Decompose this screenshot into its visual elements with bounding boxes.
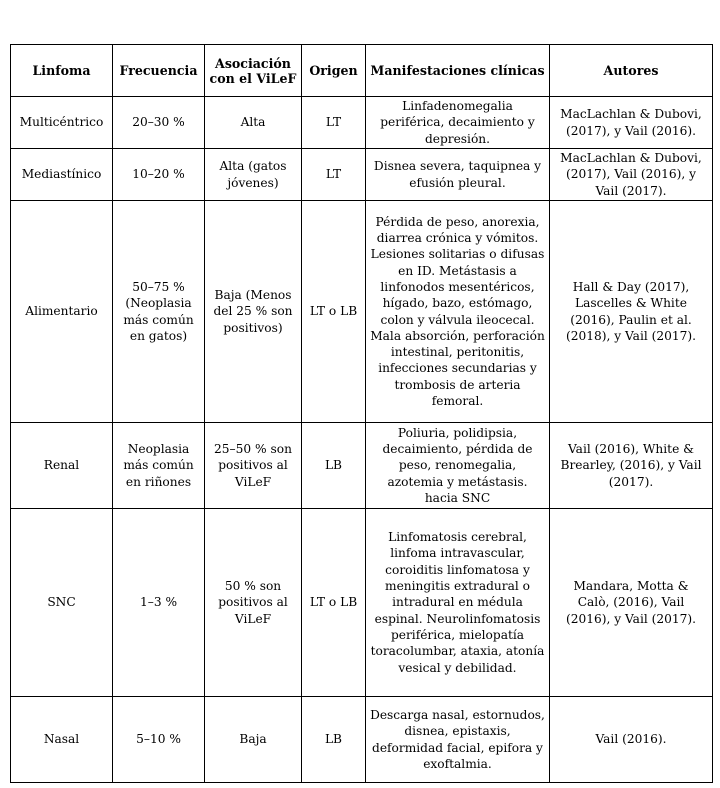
cell-frecuencia: Neoplasia más común en riñones [113,423,205,509]
cell-origen: LT [302,97,366,149]
cell-origen: LT o LB [302,201,366,423]
cell-autores: Mandara, Motta & Calò, (2016), Vail (2016), y Vail (2017). [550,509,713,697]
cell-frecuencia: 20–30 % [113,97,205,149]
table-row [11,697,713,783]
table-row [11,149,713,201]
cell-manifestaciones: Descarga nasal, estornudos, disnea, epistaxis, deformidad facial, epifora y exoftalmia. [366,697,550,783]
cell-manifestaciones: Linfomatosis cerebral, linfoma intravascular, coroiditis linfomatosa y meningitis extradural o intradural en médula espinal. Neurolinfomatosis periférica, mielopatía toracolumbar, ataxia, atonía vesical y debilidad. [366,509,550,697]
header-asociacion: Asociación con el ViLeF [205,45,302,97]
cell-asociacion: 25–50 % son positivos al ViLeF [205,423,302,509]
cell-autores: Vail (2016), White & Brearley, (2016), y Vail (2017). [550,423,713,509]
cell-frecuencia: 50–75 % (Neoplasia más común en gatos) [113,201,205,423]
table-row [11,509,713,697]
header-origen: Origen [302,45,366,97]
cell-autores: MacLachlan & Dubovi, (2017), y Vail (2016). [550,97,713,149]
cell-origen: LB [302,697,366,783]
header-autores: Autores [550,45,713,97]
cell-origen: LT [302,149,366,201]
cell-autores: MacLachlan & Dubovi, (2017), Vail (2016), y Vail (2017). [550,149,713,201]
cell-asociacion: 50 % son positivos al ViLeF [205,509,302,697]
cell-linfoma: Alimentario [11,201,113,423]
cell-linfoma: SNC [11,509,113,697]
cell-autores: Vail (2016). [550,697,713,783]
cell-autores: Hall & Day (2017), Lascelles & White (2016), Paulin et al. (2018), y Vail (2017). [550,201,713,423]
cell-manifestaciones: Linfadenomegalia periférica, decaimiento y depresión. [366,97,550,149]
table-row [11,97,713,149]
cell-asociacion: Alta (gatos jóvenes) [205,149,302,201]
cell-frecuencia: 1–3 % [113,509,205,697]
cell-asociacion: Alta [205,97,302,149]
header-frecuencia: Frecuencia [113,45,205,97]
table-row [11,201,713,423]
cell-origen: LB [302,423,366,509]
cell-frecuencia: 5–10 % [113,697,205,783]
table-row [11,423,713,509]
cell-linfoma: Nasal [11,697,113,783]
lymphoma-table [10,44,713,783]
cell-origen: LT o LB [302,509,366,697]
cell-asociacion: Baja [205,697,302,783]
cell-linfoma: Multicéntrico [11,97,113,149]
cell-manifestaciones: Pérdida de peso, anorexia, diarrea crónica y vómitos. Lesiones solitarias o difusas en ID. Metástasis a linfonodos mesentéricos, hígado, bazo, estómago, colon y válvula ileocecal. Mala absorción, perforación intestinal, peritonitis, infecciones secundarias y trombosis de arteria femoral. [366,201,550,423]
cell-asociacion: Baja (Menos del 25 % son positivos) [205,201,302,423]
header-manifestaciones: Manifestaciones clínicas [366,45,550,97]
cell-manifestaciones: Poliuria, polidipsia, decaimiento, pérdida de peso, renomegalia, azotemia y metástasis. hacia SNC [366,423,550,509]
header-row [11,45,713,97]
cell-linfoma: Renal [11,423,113,509]
cell-linfoma: Mediastínico [11,149,113,201]
cell-manifestaciones: Disnea severa, taquipnea y efusión pleural. [366,149,550,201]
header-linfoma: Linfoma [11,45,113,97]
cell-frecuencia: 10–20 % [113,149,205,201]
